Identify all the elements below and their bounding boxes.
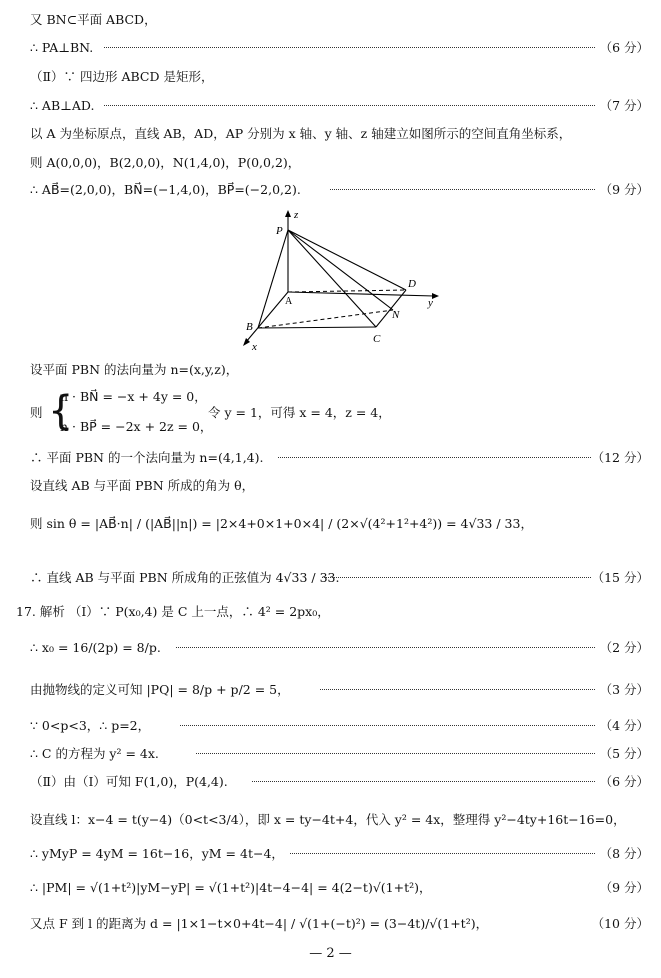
solution-line: ∴ |PM| = √(1+t²)|yM−yP| = √(1+t²)|4t−4−4| = 4(2−t)√(1+t²)， （9 分）: [0, 876, 661, 900]
solution-line: 设直线 l：x−4 = t(y−4)（0<t<3/4），即 x = ty−4t+4，代入 y² = 4x，整理得 y²−4ty+16t−16=0，: [30, 812, 626, 827]
leader-dots: [320, 689, 595, 690]
solution-line: ∴ 直线 AB 与平面 PBN 所成角的正弦值为 4√33 / 33. （15 分）: [0, 566, 661, 590]
system-prefix: 则: [30, 405, 43, 420]
leader-dots: [180, 725, 595, 726]
score-mark: （6 分）: [599, 40, 649, 55]
solution-line: 由抛物线的定义可知 |PQ| = 8/p + p/2 = 5， （3 分）: [0, 678, 661, 702]
label-D: D: [408, 278, 416, 290]
solution-line: ∴ AB⃗=(2,0,0)，BN⃗=(−1,4,0)，BP⃗=(−2,0,2). （9 分）: [0, 178, 661, 202]
edge-BC: [258, 327, 376, 328]
leader-dots: [196, 753, 595, 754]
solution-line: 17. 解析 （Ⅰ）∵ P(x₀,4) 是 C 上一点，∴ 4² = 2px₀，: [16, 604, 330, 619]
leader-dots: [176, 647, 595, 648]
system-tail: 令 y = 1，可得 x = 4，z = 4，: [208, 405, 391, 420]
label-C: C: [373, 333, 381, 345]
leader-dots: [104, 47, 595, 48]
leader-dots: [252, 781, 595, 782]
leader-dots: [104, 105, 595, 106]
label-B: B: [246, 321, 253, 333]
edge-PB: [258, 230, 288, 328]
label-P: P: [276, 225, 283, 237]
score-mark: （3 分）: [599, 682, 649, 697]
score-mark: （8 分）: [599, 846, 649, 861]
y-axis: [288, 292, 434, 296]
edge-BN: [258, 310, 393, 328]
score-mark: （4 分）: [599, 718, 649, 733]
edge-AD: [288, 290, 406, 292]
score-mark: （2 分）: [599, 640, 649, 655]
solution-line: 则 A(0,0,0)，B(2,0,0)，N(1,4,0)，P(0,0,2)，: [30, 155, 301, 170]
label-y: y: [428, 297, 433, 309]
leader-dots: [278, 457, 591, 458]
edge-PN: [288, 230, 393, 310]
label-x: x: [252, 341, 257, 353]
solution-line: ∴ AB⊥AD. （7 分）: [0, 94, 661, 118]
solution-line: ∴ yMyP = 4yM = 16t−16，yM = 4t−4， （8 分）: [0, 842, 661, 866]
solution-line: ∴ 平面 PBN 的一个法向量为 n=(4,1,4). （12 分）: [0, 446, 661, 470]
solution-line: ∴ C 的方程为 y² = 4x. （5 分）: [0, 742, 661, 766]
edge-PC: [288, 230, 376, 327]
solution-line: 以 A 为坐标原点，直线 AB，AD，AP 分别为 x 轴、y 轴、z 轴建立如图所示的空间直角坐标系，: [30, 126, 572, 141]
solution-line: ∵ 0<p<3，∴ p=2， （4 分）: [0, 714, 661, 738]
solution-line: 又 BN⊂平面 ABCD，: [30, 12, 157, 27]
score-mark: （9 分）: [599, 182, 649, 197]
solution-line: （Ⅱ）∵ 四边形 ABCD 是矩形，: [30, 69, 214, 84]
solution-line: 又点 F 到 l 的距离为 d = |1×1−t×0+4t−4| / √(1+(−t)²) = (3−4t)/√(1+t²)， （10 分）: [0, 912, 661, 936]
leader-dots: [290, 853, 595, 854]
edge-PD: [288, 230, 406, 290]
score-mark: （15 分）: [591, 570, 649, 585]
label-z: z: [294, 209, 299, 221]
system-eq1: n · BN⃗ = −x + 4y = 0，: [60, 389, 207, 404]
score-mark: （6 分）: [599, 774, 649, 789]
system-eq2: n · BP⃗ = −2x + 2z = 0，: [60, 419, 213, 434]
pyramid-figure: [238, 204, 448, 354]
score-mark: （5 分）: [599, 746, 649, 761]
page-number: — 2 —: [309, 946, 352, 961]
leader-dots: [330, 189, 595, 190]
z-arrow: [285, 210, 291, 217]
score-mark: （7 分）: [599, 98, 649, 113]
solution-line: ∴ x₀ = 16/(2p) = 8/p. （2 分）: [0, 636, 661, 660]
score-mark: （12 分）: [591, 450, 649, 465]
y-arrow: [432, 293, 439, 299]
equation-system: [30, 385, 430, 441]
solution-line: ∴ PA⊥BN. （6 分）: [0, 36, 661, 60]
label-A: A: [285, 296, 293, 307]
label-N: N: [392, 309, 400, 321]
solution-line: 设直线 AB 与平面 PBN 所成的角为 θ，: [30, 478, 255, 493]
solution-line: 则 sin θ = |AB⃗·n| / (|AB⃗||n|) = |2×4+0×1+0×4| / (2×√(4²+1²+4²)) = 4√33 / 33，: [30, 516, 533, 531]
leader-dots: [322, 577, 591, 578]
solution-line: 设平面 PBN 的法向量为 n=(x,y,z)，: [30, 362, 239, 377]
score-mark: （9 分）: [599, 880, 649, 895]
left-brace: {: [48, 388, 74, 434]
solution-line: （Ⅱ）由（Ⅰ）可知 F(1,0)，P(4,4). （6 分）: [0, 770, 661, 794]
score-mark: （10 分）: [591, 916, 649, 931]
